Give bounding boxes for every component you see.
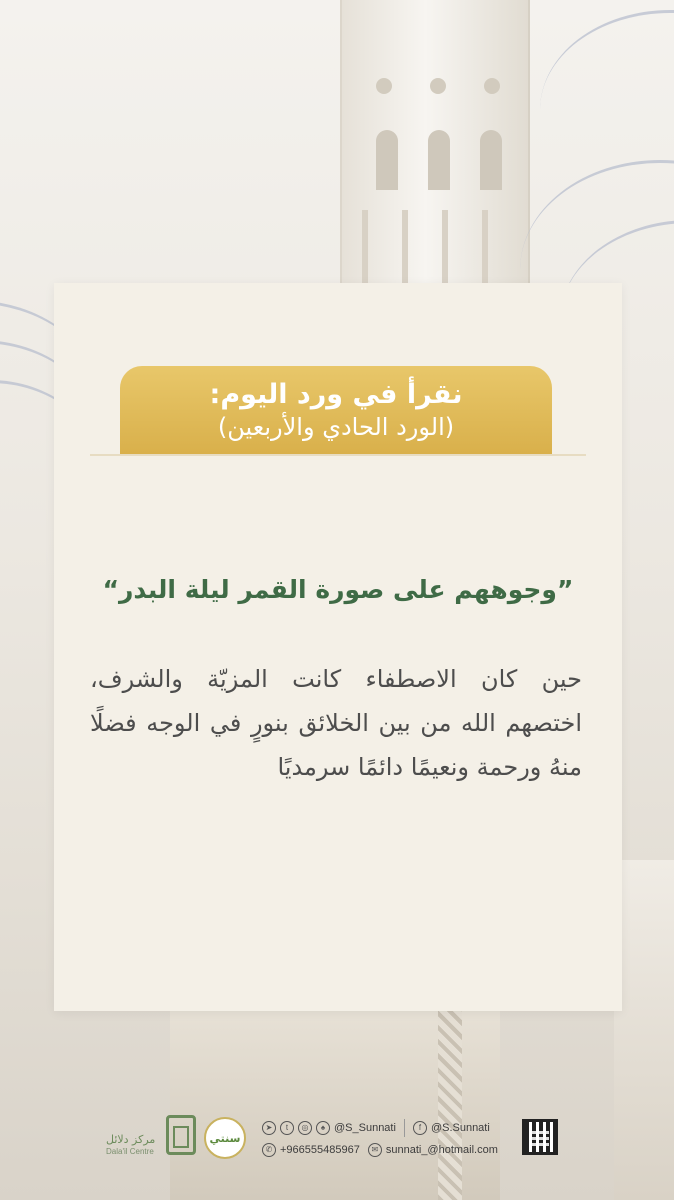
social-handle[interactable]: @S_Sunnati — [334, 1122, 396, 1134]
minaret-window — [376, 130, 398, 190]
content-card — [54, 283, 622, 1011]
logo-english-text: Dala'il Centre — [106, 1147, 154, 1156]
footer — [0, 1105, 674, 1165]
dalail-logo-mark — [166, 1115, 196, 1155]
contact-row — [262, 1143, 498, 1157]
logo-arabic-text: مركز دلائل — [106, 1133, 156, 1146]
hadith-quote: ”وجوههم على صورة القمر ليلة البدر“ — [102, 575, 574, 604]
instagram-icon: ◎ — [298, 1121, 312, 1135]
minaret-window — [428, 130, 450, 190]
telegram-icon: ➤ — [262, 1121, 276, 1135]
email-icon: ✉ — [368, 1143, 382, 1157]
title-banner — [120, 366, 552, 454]
snapchat-icon: ♠ — [316, 1121, 330, 1135]
qr-code-pattern — [531, 1128, 549, 1146]
facebook-handle[interactable]: @S.Sunnati — [430, 1122, 490, 1134]
minaret-window — [480, 130, 502, 190]
qr-code[interactable] — [522, 1119, 558, 1155]
footer-separator — [404, 1119, 405, 1137]
phone-number[interactable]: +966555485967 — [280, 1144, 360, 1156]
whatsapp-icon: ✆ — [262, 1143, 276, 1157]
emblem-text: سنتي — [209, 1131, 241, 1145]
minaret-porthole — [484, 78, 500, 94]
banner-divider — [90, 454, 586, 456]
dalail-centre-logo — [106, 1115, 196, 1161]
sunnati-emblem — [204, 1117, 246, 1159]
minaret-porthole — [430, 78, 446, 94]
social-row — [262, 1119, 490, 1137]
banner-subtitle: (الورد الحادي والأربعين) — [217, 413, 455, 441]
facebook-icon: f — [413, 1121, 427, 1135]
minaret-illustration — [340, 0, 530, 300]
banner-title: نقرأ في ورد اليوم: — [209, 379, 463, 410]
twitter-icon: t — [280, 1121, 294, 1135]
body-paragraph: حين كان الاصطفاء كانت المزيّة والشرف، اختصهم الله من بين الخلائق بنورٍ في الوجه فضلًا منهُ ورحمة ونعيمًا دائمًا سرمديًا — [90, 665, 582, 781]
minaret-porthole — [376, 78, 392, 94]
email-address[interactable]: sunnati_@hotmail.com — [385, 1144, 498, 1156]
